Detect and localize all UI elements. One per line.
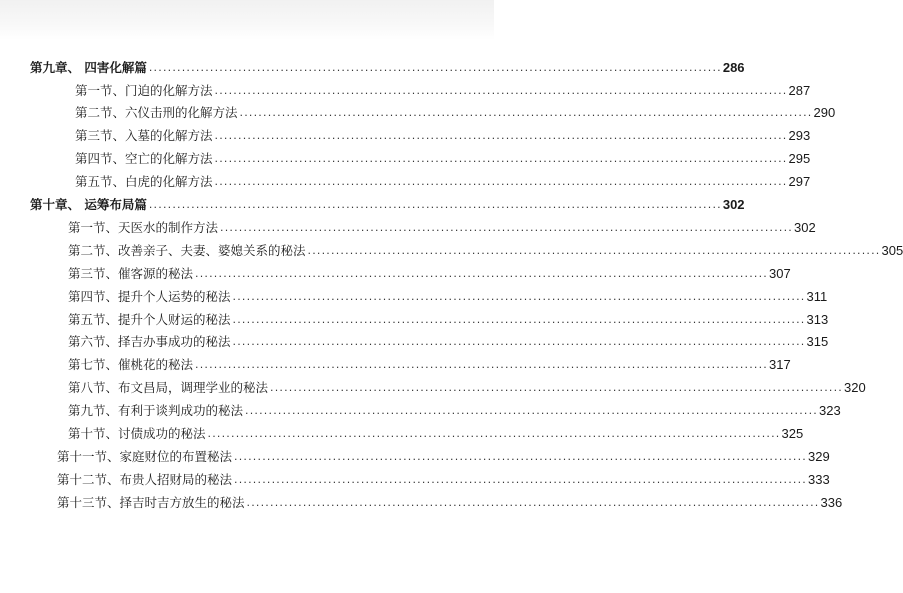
toc-section-title: 第三节、入墓的化解方法: [75, 128, 213, 143]
toc-section-title: 第六节、择吉办事成功的秘法: [68, 334, 231, 349]
toc-section[interactable]: [75, 102, 836, 124]
toc-section[interactable]: [68, 240, 903, 262]
toc-section[interactable]: [68, 309, 829, 331]
toc-page-number: 295: [788, 151, 811, 166]
toc-section[interactable]: [75, 171, 811, 193]
dot-leader: ..........................................................................................................................: [220, 221, 793, 234]
dot-leader: ..........................................................................................................................: [195, 267, 768, 280]
toc-page-number: 307: [769, 266, 791, 281]
dot-leader: ..........................................................................................................................: [307, 244, 881, 257]
toc-section-title: 第四节、提升个人运势的秘法: [68, 289, 231, 304]
toc-section[interactable]: [68, 423, 804, 445]
toc-page-number: 329: [808, 449, 830, 464]
dot-leader: ..........................................................................................................................: [207, 427, 781, 440]
toc-section-title: 第十一节、家庭财位的布置秘法: [57, 449, 233, 464]
toc-page-number: 297: [788, 174, 811, 189]
dot-leader: ..........................................................................................................................: [232, 335, 806, 348]
dot-leader: ..........................................................................................................................: [232, 313, 806, 326]
toc-section[interactable]: [68, 217, 816, 239]
toc-section-title: 第五节、白虎的化解方法: [75, 174, 213, 189]
toc-section-title: 第一节、门迫的化解方法: [75, 83, 213, 98]
toc-section-title: 第十节、讨债成功的秘法: [68, 426, 206, 441]
dot-leader: ..........................................................................................................................: [245, 404, 818, 417]
toc-section[interactable]: [68, 377, 866, 399]
dot-leader: ..........................................................................................................................: [270, 381, 843, 394]
dot-leader: ..........................................................................................................................: [214, 84, 788, 97]
dot-leader: ..........................................................................................................................: [214, 175, 788, 188]
toc-section-title: 第七节、催桃花的秘法: [68, 357, 194, 372]
toc-page-number: 287: [788, 83, 811, 98]
toc-page-number: 317: [769, 357, 791, 372]
toc-section-title: 第二节、六仪击刑的化解方法: [75, 105, 238, 120]
toc-page-number: 320: [844, 380, 866, 395]
dot-leader: ..........................................................................................................................: [214, 152, 788, 165]
toc-page-number: 302: [794, 220, 816, 235]
toc-page-number: 333: [808, 472, 830, 487]
toc-section[interactable]: [75, 80, 811, 102]
toc-section-title: 第二节、改善亲子、夫妻、婆媳关系的秘法: [68, 243, 306, 258]
dot-leader: ..........................................................................................................................: [232, 290, 806, 303]
dot-leader: ..........................................................................................................................: [239, 106, 813, 119]
toc-section[interactable]: [68, 286, 828, 308]
toc-page-number: 323: [819, 403, 841, 418]
toc-section[interactable]: [57, 446, 830, 468]
dot-leader: ..........................................................................................................................: [234, 473, 807, 486]
dot-leader: ..........................................................................................................................: [214, 129, 788, 142]
toc-section-title: 第五节、提升个人财运的秘法: [68, 312, 231, 327]
toc-section[interactable]: [68, 263, 791, 285]
dot-leader: ..........................................................................................................................: [246, 496, 820, 509]
toc-page-number: 305: [881, 243, 903, 258]
toc-page-number: 302: [722, 197, 745, 212]
toc-section-title: 第十二节、布贵人招财局的秘法: [57, 472, 233, 487]
toc-section-title: 第一节、天医水的制作方法: [68, 220, 219, 235]
toc-chapter-title: 第十章、 运筹布局篇: [30, 197, 147, 212]
toc-section-title: 第八节、布文昌局，调理学业的秘法: [68, 380, 269, 395]
toc-section[interactable]: [57, 469, 830, 491]
toc-section[interactable]: [57, 492, 843, 514]
toc-section-title: 第十三节、择吉时吉方放生的秘法: [57, 495, 245, 510]
toc-section-title: 第三节、催客源的秘法: [68, 266, 194, 281]
toc-page-number: 313: [806, 312, 829, 327]
toc-page-number: 336: [820, 495, 843, 510]
toc-chapter-9[interactable]: [30, 57, 745, 79]
dot-leader: ..........................................................................................................................: [195, 358, 768, 371]
toc-page-number: 290: [813, 105, 836, 120]
toc-page-number: 315: [806, 334, 829, 349]
dot-leader: ..........................................................................................................................: [148, 198, 722, 211]
dot-leader: ..........................................................................................................................: [234, 450, 807, 463]
toc-page-number: 325: [781, 426, 804, 441]
toc-section[interactable]: [75, 148, 811, 170]
toc-page-number: 286: [722, 60, 745, 75]
toc-chapter-10[interactable]: [30, 194, 745, 216]
toc-page-number: 311: [806, 289, 828, 304]
toc-section[interactable]: [68, 331, 829, 353]
toc-section-title: 第四节、空亡的化解方法: [75, 151, 213, 166]
toc-chapter-title: 第九章、 四害化解篇: [30, 60, 147, 75]
toc-section[interactable]: [75, 125, 811, 147]
toc-section[interactable]: [68, 400, 841, 422]
toc-section-title: 第九节、有利于谈判成功的秘法: [68, 403, 244, 418]
toc-page-number: 293: [788, 128, 811, 143]
toc-section[interactable]: [68, 354, 791, 376]
dot-leader: ..........................................................................................................................: [148, 61, 722, 74]
